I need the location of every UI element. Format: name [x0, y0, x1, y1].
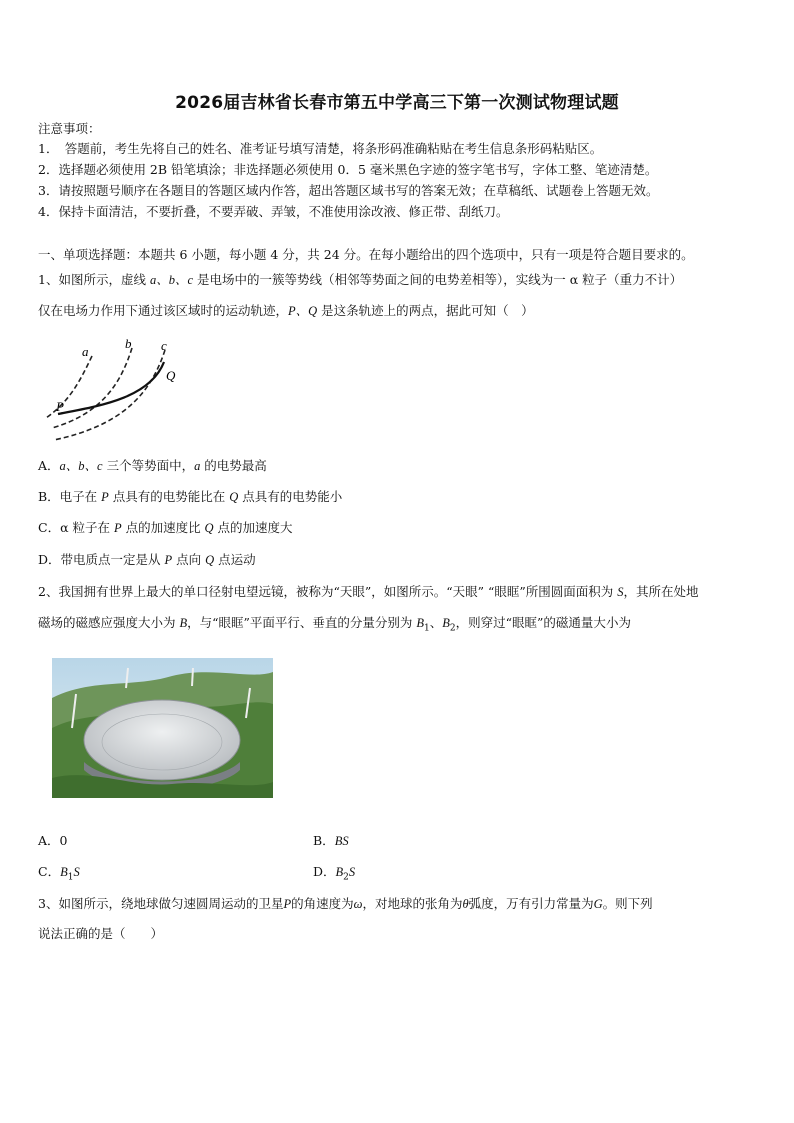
- label-Q: Q: [166, 368, 176, 383]
- page-title: 2026届吉林省长春市第五中学高三下第一次测试物理试题: [175, 93, 619, 113]
- label-P: P: [56, 399, 64, 414]
- q2-option-d[interactable]: D．$B_2S$: [313, 864, 356, 883]
- label-c: c: [161, 338, 167, 353]
- q2-option-a[interactable]: A．0: [38, 833, 68, 848]
- q3-stem-line2: 说法正确的是（ ）: [38, 926, 164, 941]
- notes-heading: 注意事项：: [38, 121, 101, 136]
- photo-tower-3: [192, 668, 193, 686]
- q3-stem-line1: 3、如图所示，绕地球做匀速圆周运动的卫星P的角速度为ω，对地球的张角为θ弧度，万有引力常量为G。则下列: [38, 896, 653, 911]
- q2-stem-line2: 磁场的磁感应强度大小为 B，与“眼眶”平面平行、垂直的分量分别为 $B_1$、$B_2$，则穿过“眼眶”的磁通量大小为: [38, 615, 631, 634]
- section-heading: 一、单项选择题：本题共 6 小题，每小题 4 分，共 24 分。在每小题给出的四个选项中，只有一项是符合题目要求的。: [38, 247, 694, 262]
- equipotential-line-b: [52, 348, 132, 428]
- q1-stem-line2: 仅在电场力作用下通过该区域时的运动轨迹，P、Q 是这条轨迹上的两点，据此可知（ ）: [38, 303, 534, 318]
- q2-option-c[interactable]: C．$B_1S$: [38, 864, 80, 883]
- note-item-2: 2．选择题必须使用 2B 铅笔填涂；非选择题必须使用 0．5 毫米黑色字迹的签字笔书写，字体工整、笔迹清楚。: [38, 162, 658, 177]
- label-b: b: [125, 336, 132, 351]
- q1-option-c[interactable]: C．α 粒子在 P 点的加速度比 Q 点的加速度大: [38, 520, 293, 535]
- equipotential-figure: [40, 336, 190, 446]
- note-item-3: 3．请按照题号顺序在各题目的答题区域内作答，超出答题区域书写的答案无效；在草稿纸、试题卷上答题无效。: [38, 183, 659, 198]
- q1-stem-line1: 1、如图所示，虚线 a、b、c 是电场中的一簇等势线（相邻等势面之间的电势差相等），实线为一 α 粒子（重力不计）: [38, 272, 683, 287]
- fast-telescope-photo: [52, 658, 273, 798]
- q1-option-a[interactable]: A．a、b、c 三个等势面中，a 的电势最高: [38, 458, 267, 473]
- q1-option-b[interactable]: B．电子在 P 点具有的电势能比在 Q 点具有的电势能小: [38, 489, 343, 504]
- q1-option-d[interactable]: D．带电质点一定是从 P 点向 Q 点运动: [38, 552, 256, 567]
- photo-dish: [84, 700, 240, 780]
- note-item-4: 4．保持卡面清洁，不要折叠，不要弄破、弄皱，不准使用涂改液、修正带、刮纸刀。: [38, 204, 509, 219]
- q2-option-b[interactable]: B．BS: [313, 833, 349, 848]
- label-a: a: [82, 344, 89, 359]
- q2-stem-line1: 2、我国拥有世界上最大的单口径射电望远镜，被称为“天眼”，如图所示。“天眼” “眼眶”所围圆面面积为 S，其所在处地: [38, 584, 699, 599]
- note-item-1: 1． 答题前，考生先将自己的姓名、准考证号填写清楚，将条形码准确粘贴在考生信息条形码粘贴区。: [38, 141, 603, 156]
